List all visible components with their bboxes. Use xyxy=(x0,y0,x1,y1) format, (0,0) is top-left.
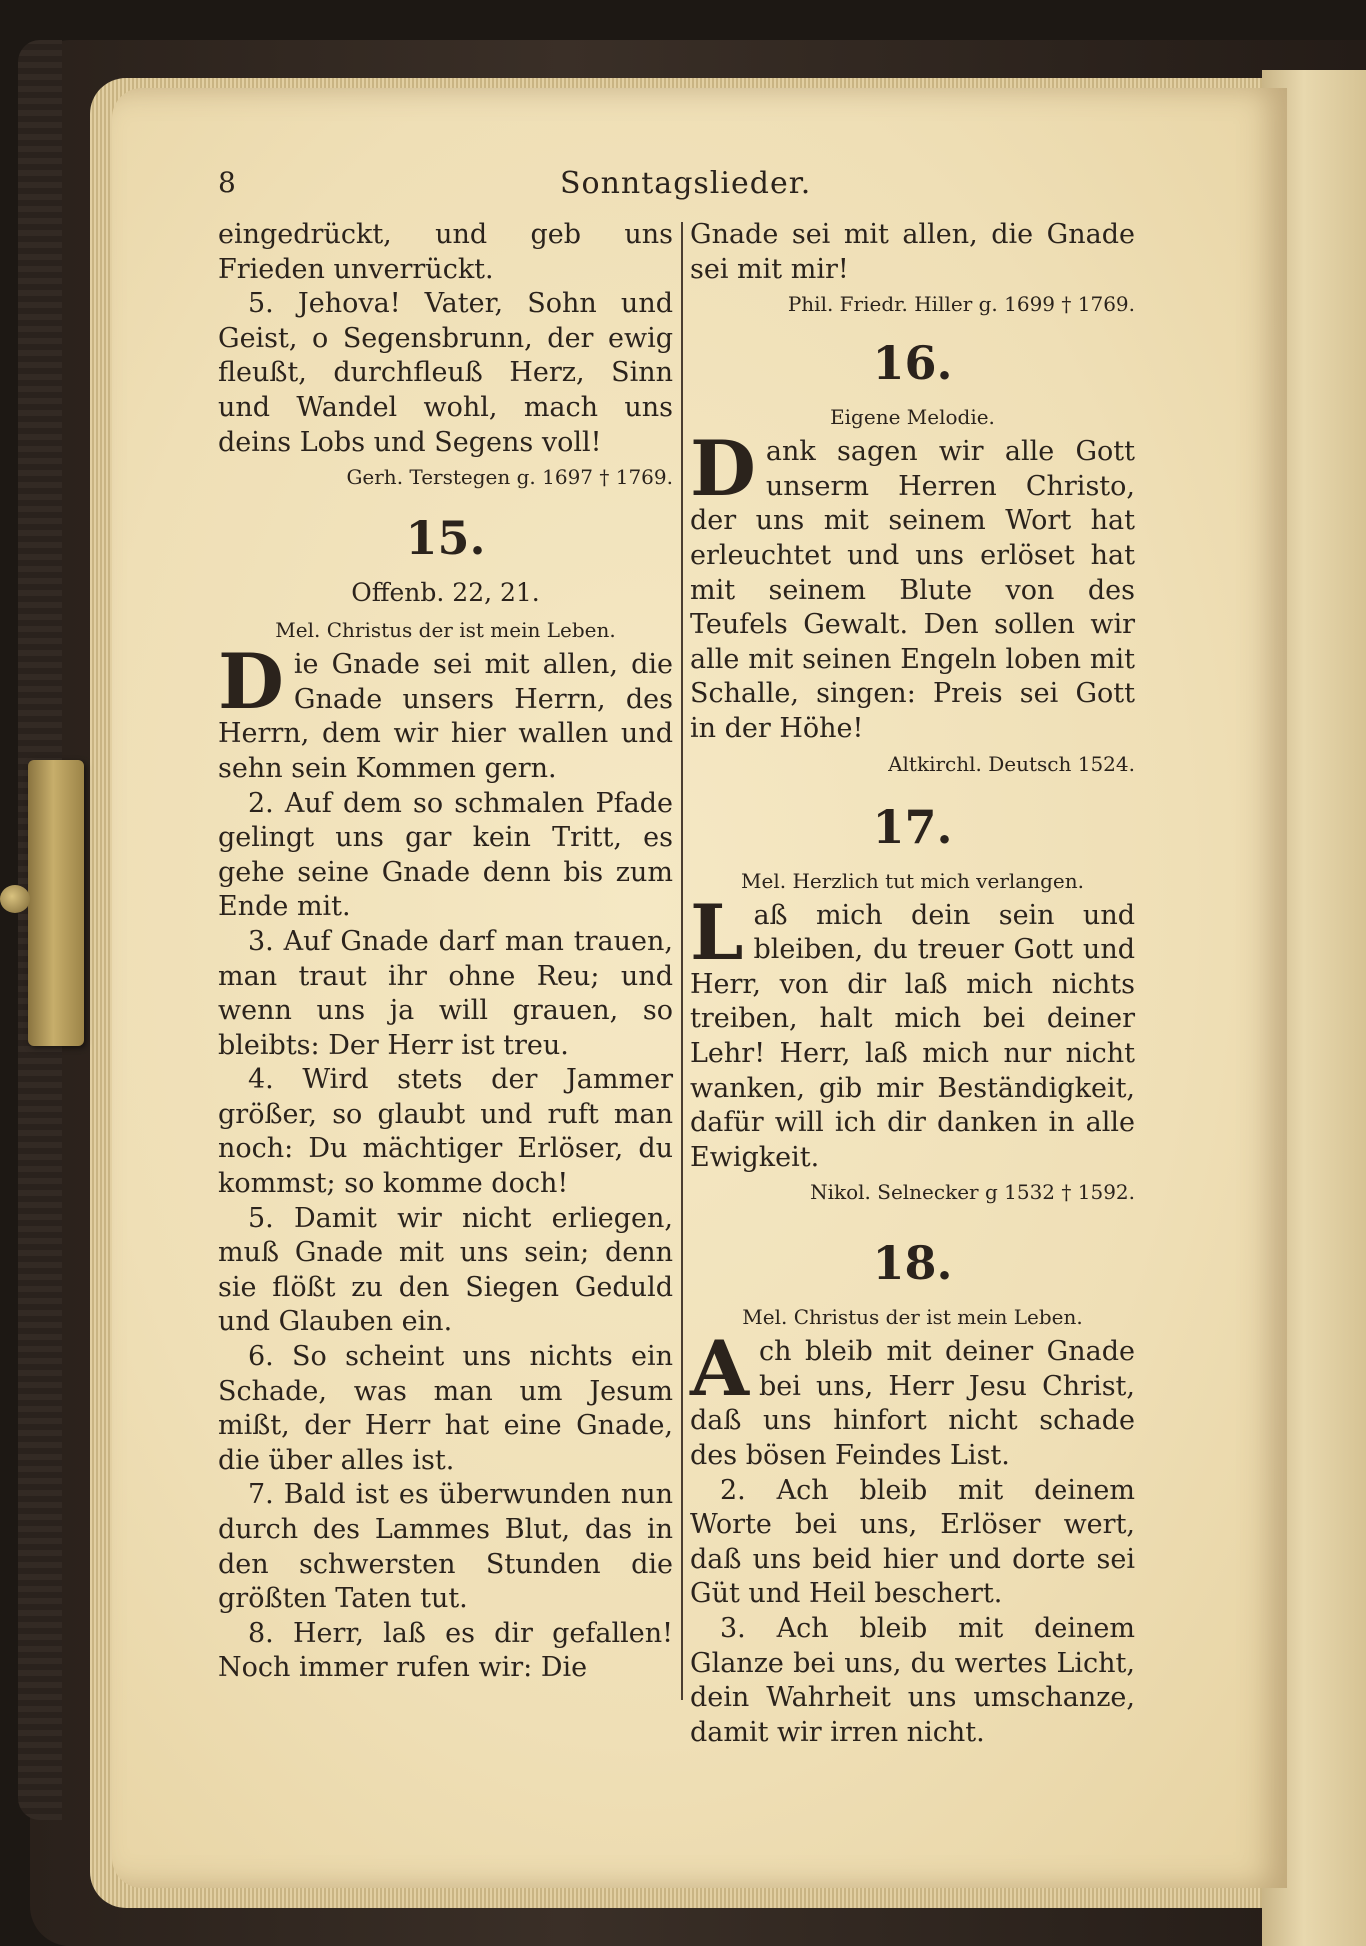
hymn-author: Gerh. Terstegen g. 1697 † 1769. xyxy=(346,465,673,490)
verse-body: ank sagen wir alle Gott unserm Herren Christo, der uns mit seinem Wort hat erleuchtet und uns erlöset hat mit seinem Blute von des Teufels Gewalt. Den sollen wir alle mit seinen Engeln loben mit Schalle, singen: Preis sei Gott in der Höhe! xyxy=(690,436,1135,744)
verse-body: aß mich dein sein und bleiben, du treuer Gott und Herr, von dir laß mich nichts treiben, halt mich bei deiner Lehr! Herr, laß mich nur nicht wanken, gib mir Beständigkeit, dafür will ich dir danken in alle Ewigkeit. xyxy=(690,899,1135,1173)
hymn-number: 17. xyxy=(872,799,953,854)
running-head: Sonntagslieder. xyxy=(560,166,812,201)
column-divider xyxy=(681,222,683,1700)
verse-text: 5. Damit wir nicht erliegen, muß Gnade mit uns sein; denn sie flößt zu den Siegen Geduld und Glauben ein. xyxy=(218,1202,673,1338)
clasp-pin xyxy=(0,885,30,913)
verse-text: 8. Herr, laß es dir gefallen! Noch immer rufen wir: Die xyxy=(218,1617,673,1684)
verse-text: 2. Ach bleib mit deinem Worte bei uns, Erlöser wert, daß uns beid hier und dorte sei Güt und Heil beschert. xyxy=(690,1474,1135,1610)
hymn-melody: Mel. Christus der ist mein Leben. xyxy=(275,618,616,643)
verse-text: 3. Ach bleib mit deinem Glanze bei uns, du wertes Licht, dein Wahrheit uns umschanze, damit wir irren nicht. xyxy=(690,1613,1135,1748)
hymn-number: 15. xyxy=(405,511,486,566)
verse-text: 2. Auf dem so schmalen Pfade gelingt uns gar kein Tritt, es gehe seine Gnade denn bis zum Ende mit. xyxy=(218,787,673,923)
drop-cap: A xyxy=(690,1324,749,1414)
page-number: 8 xyxy=(218,166,236,199)
hymn-author: Nikol. Selnecker g 1532 † 1592. xyxy=(810,1180,1135,1205)
verse-text: 3. Auf Gnade darf man trauen, man traut ihr ohne Reu; und wenn uns ja will grauen, so bleibts: Der Herr ist treu. xyxy=(218,925,673,1061)
verse-text xyxy=(690,424,1135,746)
continuation-text: eingedrückt, und geb uns Frieden unverrückt. xyxy=(218,219,673,285)
continuation-text: Gnade sei mit allen, die Gnade sei mit mir! xyxy=(690,219,1135,285)
verse-text: 7. Bald ist es überwunden nun durch des Lammes Blut, das in den schwersten Stunden die größten Taten tut. xyxy=(218,1479,673,1615)
brass-clasp xyxy=(28,760,84,1046)
verse-text: 4. Wird stets der Jammer größer, so glaubt und ruft man noch: Du mächtiger Erlöser, du kommst; so komme doch! xyxy=(218,1064,673,1200)
verse-text: 5. Jehova! Vater, Sohn und Geist, o Segensbrunn, der ewig fleußt, durchfleuß Herz, Sinn und Wandel wohl, mach uns deins Lobs und Segens voll! xyxy=(218,288,673,458)
hymn-author: Altkirchl. Deutsch 1524. xyxy=(888,751,1135,776)
verse-body: ch bleib mit deiner Gnade bei uns, Herr Jesu Christ, daß uns hinfort nicht schade des bösen Feindes List. xyxy=(690,1336,1135,1472)
right-column xyxy=(690,218,1135,1750)
hymn-melody: Mel. Herzlich tut mich verlangen. xyxy=(741,868,1084,893)
drop-cap: D xyxy=(690,424,756,514)
verse-text xyxy=(218,637,673,786)
hymn-author: Phil. Friedr. Hiller g. 1699 † 1769. xyxy=(787,292,1135,317)
hymn-number: 18. xyxy=(872,1236,953,1291)
verse-text xyxy=(690,887,1135,1176)
hymn-number: 16. xyxy=(872,336,953,391)
verse-text: 6. So scheint uns nichts ein Schade, was man um Jesum mißt, der Herr hat eine Gnade, die über alles ist. xyxy=(218,1341,673,1476)
hymn-melody: Eigene Melodie. xyxy=(830,405,995,430)
verse-text xyxy=(690,1324,1135,1473)
hymn-melody: Mel. Christus der ist mein Leben. xyxy=(742,1305,1083,1330)
hymn-subtitle: Offenb. 22, 21. xyxy=(351,578,540,608)
left-column xyxy=(218,218,673,1686)
verse-body: ie Gnade sei mit allen, die Gnade unsers Herrn, des Herrn, dem wir hier wallen und sehn sein Kommen gern. xyxy=(218,649,673,784)
drop-cap: D xyxy=(218,637,284,727)
drop-cap: L xyxy=(690,887,744,977)
